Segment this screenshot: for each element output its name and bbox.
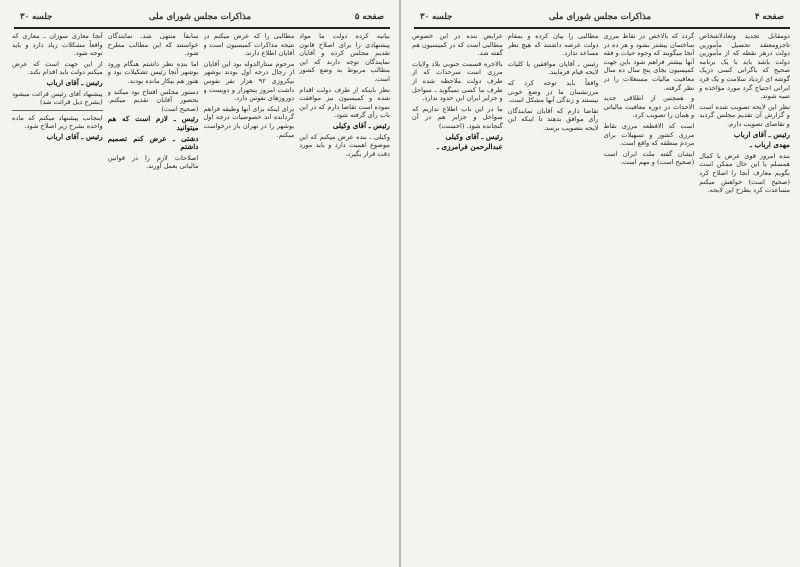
speaker-heading: رئیس ـ آقای وکیلی <box>332 120 390 130</box>
paragraph: بنده امروز قوی عرض با کمال همسلم با این حال ممکن است بگویم معارف آنجا را اصلاح کرد (صحیح است) خواهش میکنم مساعدت کرد بطرح این لایحه. <box>699 151 790 195</box>
paragraph: نظر این لایحه تصویب شده است و گزارش آن تقدیم مجلس گردید و تقاضای تصویب دارم. <box>699 102 790 128</box>
paragraph: اینجانب پیشنهاد میکنم که ماده واحده بشرح زیر اصلاح شود. <box>12 113 103 131</box>
section-divider <box>12 110 103 111</box>
running-title: مذاکرات مجلس شورای ملی <box>548 12 652 22</box>
paragraph: ما در این باب اطلاع نداریم که سواحل و جزایر هم در آن گنجانده شود. (احسنت) <box>412 104 503 130</box>
paragraph: اصلاحات لازم را در قوانین مالیاتی بعمل آورند. <box>107 153 199 171</box>
page-header <box>412 10 788 26</box>
page-number: صفحه ۴ <box>754 12 784 22</box>
paragraph: مطالبی را بیان کرده و بمقام دولت عرضه داشتند که هیچ نظر مساعد ندارد. <box>507 32 599 58</box>
paragraph: پیشنهاد آقای رئیس قرائت میشود (بشرح ذیل قرائت شد) <box>12 89 103 107</box>
paragraph: دستور مجلس افتتاح بود میکند و بحضور آقایان تقدیم میکنم. (صحیح است) <box>107 87 199 113</box>
paragraph: و همچنین از اطلاقی جدید الاحداث در دوره معافیت مالیاتی و همان را تصویب کرد. <box>603 94 695 120</box>
paragraph: عرایض بنده در این خصوص مطالبی است که در کمیسیون هم گفته شد. <box>412 32 503 58</box>
paragraph: وکیلی ـ بنده عرض میکنم که این موضوع اهمیت دارد و باید مورد دقت قرار بگیرد. <box>299 132 390 158</box>
session-number: جلسه ۳۰ <box>20 12 53 22</box>
speaker-heading: دشتی ـ عرض کنم تصمیم داشتم <box>107 133 199 152</box>
session-number: جلسه ۳۰ <box>420 12 453 22</box>
text-columns <box>12 32 390 561</box>
text-column <box>412 32 503 561</box>
text-column <box>204 32 295 561</box>
paragraph: دومقابل تجدید وتعادلاشخاص تاجرومعتقد تحصیل مأمورین دولت درهر نقطه که از مأمورین دولت باشد باید با یک برنامه صحیح که باگرانی کسی دریک گوشه ای ازدیاد سلامت و یک فرد ایرانی احتیاج گرد مورد مؤاخذه و تنبیه شوند. <box>699 32 790 101</box>
paragraph: بالاخره قسمت جنوبی بلاد ولایات مرزی است سرحدات که از طرف دولت ملاحظه شده از طرف ما کسی نمیگوید ـ سواحل و جزایر ایران این حدود ندارد. <box>412 59 503 103</box>
text-column <box>108 32 199 561</box>
paragraph: است که الاقطعه مرزی نقاط مرزی کشور و تسهیلات برای مردم منطقه که واقع است. <box>603 121 695 148</box>
paragraph: از این جهت است که عرض میکنم دولت باید اقدام بکند. <box>12 59 103 77</box>
paragraph: مرحوم ستارالدوله بود این آقایان از رجال درجه اول بودند بوشهر بیکروزی ۹۲ هزار نفر نفوس داشت امروز پنجهزار و دویست و دوروزهای نفوس دارد. <box>203 59 295 103</box>
speaker-heading: رئیس ـ آقای ارباب <box>733 129 790 139</box>
page-right <box>404 0 796 567</box>
paragraph: ایشان گفته ملت ایران است (صحیح است) و مهم است. <box>603 149 695 167</box>
paragraph: نظر باینکه از طرف دولت اقدام شده و کمیسیون نیز موافقت نموده است تقاضا دارم که در این باب رأی گرفته شود. <box>299 85 390 120</box>
page-left <box>4 0 396 567</box>
paragraph: مطالبی را که عرض میکنم در نتیجه مذاکرات کمیسیون است و آقایان اطلاع دارند. <box>203 32 295 58</box>
text-column <box>604 32 695 561</box>
header-rule <box>414 27 790 29</box>
text-column <box>508 32 599 561</box>
page-number: صفحه ۵ <box>354 12 384 22</box>
paragraph: اما بنده نظر داشتم هنگام ورود بوشهر آنجا رئیس تشکیلات بود و هنوز هم بیکار مانده بودند. <box>107 59 199 85</box>
text-column <box>299 32 390 561</box>
paragraph: برای اینکه برای آنها وظیفه فراهم گردانده اند خصوصیات درجه اول بوشهر را در تهران باز درخواست میکنم. <box>203 104 295 139</box>
text-columns <box>412 32 790 561</box>
speaker-heading: عبدالرحمن فرامرزی ـ <box>436 142 503 152</box>
paragraph: آنجا معاری سوزان ـ معاری که واقعاً مشکلات زیاد دارد و باید توجه شود. <box>12 32 103 58</box>
page-fold <box>399 0 401 567</box>
paragraph: تقاضا دارم که آقایان نمایندگان رأی موافق بدهند تا اینکه این لایحه بتصویب برسد. <box>507 106 599 132</box>
paragraph: بیانیه کرده دولت ما مواد پیشنهادی را برای اصلاح قانون تقدیم مجلس کرده و آقایان نمایندگان توجه دارند که این مطالب مربوط به وضع کشور است. <box>299 32 390 83</box>
speaker-heading: رئیس ـ آقای ارباب <box>46 77 103 87</box>
speaker-heading: رئیس ـ آقای وکیلی <box>445 131 503 141</box>
paragraph: رئیس ـ آقایان موافقین با کلیات لایحه قیام فرمایند. <box>507 59 599 77</box>
speaker-heading: رئیس ـ لازم است که هم میتوانید <box>107 114 199 132</box>
text-column <box>699 32 790 561</box>
running-title: مذاکرات مجلس شورای ملی <box>148 12 252 22</box>
paragraph: سابقاً منتهی شد، نمایندگان خواستند که این مطالب مطرح شود. <box>107 32 199 58</box>
paragraph: واقعاً باید توجه کرد که مرزنشینان ما در وضع خوبی نیستند و زندگی آنها مشکل است. <box>507 78 599 105</box>
speaker-heading: رئیس ـ آقای ارباب <box>46 131 103 141</box>
speaker-heading: مهدی ارباب ـ <box>749 140 790 150</box>
paragraph: گردد که بالاخص در نقاط مرزی ساختمان بیشتر بشود و هر ده در آنجا میگویند که وجوه حیات و فقه آنها بیشتر فراهم شود باین جهت کمیسیون بجای پنج سال ده سال معافیت مالیات مستغلات را در نظر گرفته. <box>603 32 695 92</box>
page-header <box>12 10 388 26</box>
header-rule <box>14 27 390 29</box>
text-column <box>12 32 103 561</box>
